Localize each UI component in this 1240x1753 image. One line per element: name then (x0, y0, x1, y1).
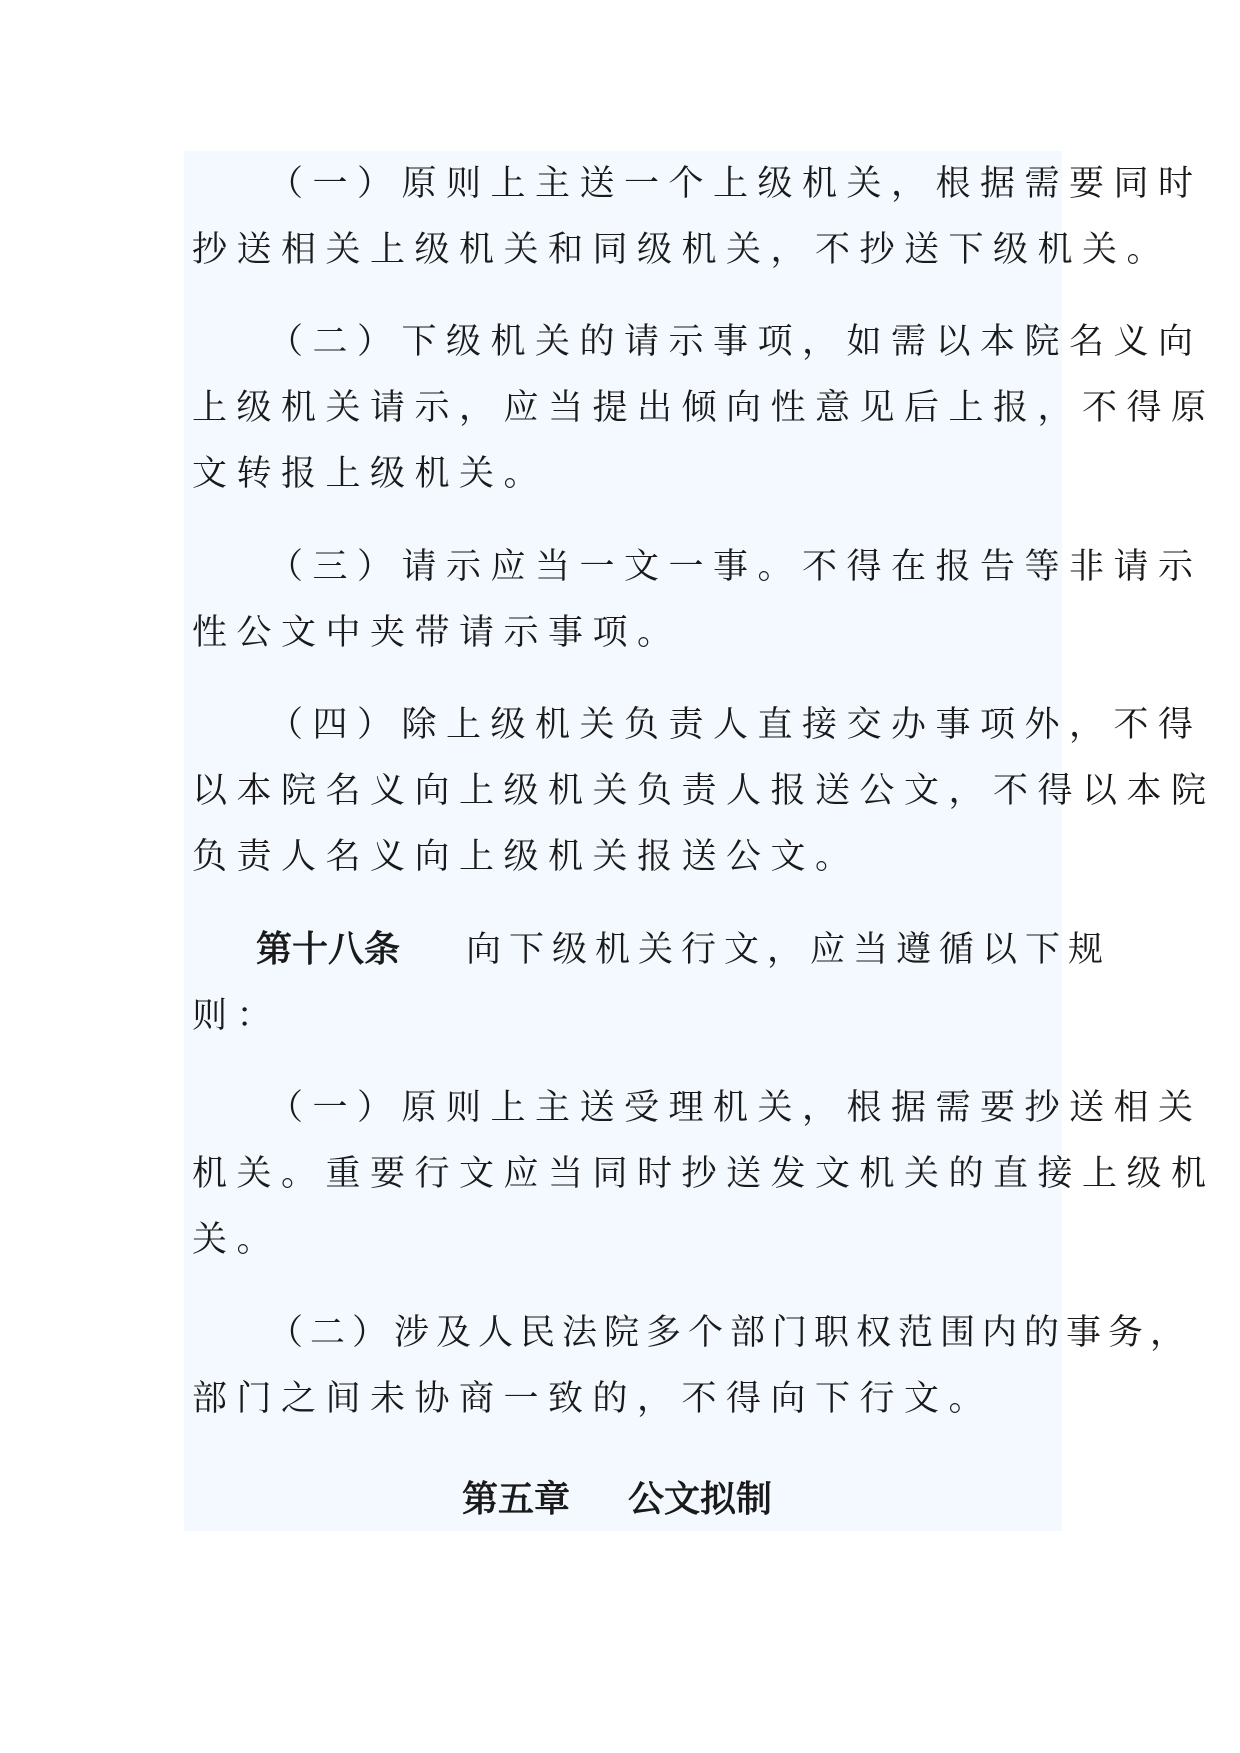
paragraph-6-line-1: （二）涉及人民法院多个部门职权范围内的事务， (268, 1313, 1193, 1353)
paragraph-1-line-2: 抄送相关上级机关和同级机关，不抄送下级机关。 (192, 230, 1172, 270)
article-18-line-1: 向下级机关行文，应当遵循以下规 (466, 930, 1112, 970)
paragraph-6-line-2: 部门之间未协商一致的，不得向下行文。 (192, 1379, 994, 1419)
article-18-label: 第十八条 (256, 929, 401, 970)
paragraph-2-line-3: 文转报上级机关。 (192, 454, 549, 494)
paragraph-4-line-1: （四）除上级机关负责人直接交办事项外，不得 (268, 705, 1203, 745)
paragraph-5-line-1: （一）原则上主送受理机关，根据需要抄送相关 (268, 1088, 1203, 1128)
article-18-line-2: 则： (192, 996, 282, 1036)
chapter-title: 公文拟制 (628, 1479, 773, 1520)
paragraph-5-line-2: 机关。重要行文应当同时抄送发文机关的直接上级机 (192, 1154, 1216, 1194)
paragraph-1-line-1: （一）原则上主送一个上级机关，根据需要同时 (268, 164, 1203, 204)
paragraph-2-line-2: 上级机关请示，应当提出倾向性意见后上报，不得原 (192, 388, 1216, 428)
paragraph-5-line-3: 关。 (192, 1220, 282, 1260)
paragraph-3-line-1: （三）请示应当一文一事。不得在报告等非请示 (268, 547, 1203, 587)
paragraph-2-line-1: （二）下级机关的请示事项，如需以本院名义向 (268, 322, 1203, 362)
paragraph-4-line-2: 以本院名义向上级机关负责人报送公文，不得以本院 (192, 771, 1216, 811)
chapter-number: 第五章 (462, 1479, 571, 1520)
paragraph-4-line-3: 负责人名义向上级机关报送公文。 (192, 837, 860, 877)
paragraph-3-line-2: 性公文中夹带请示事项。 (192, 613, 682, 653)
